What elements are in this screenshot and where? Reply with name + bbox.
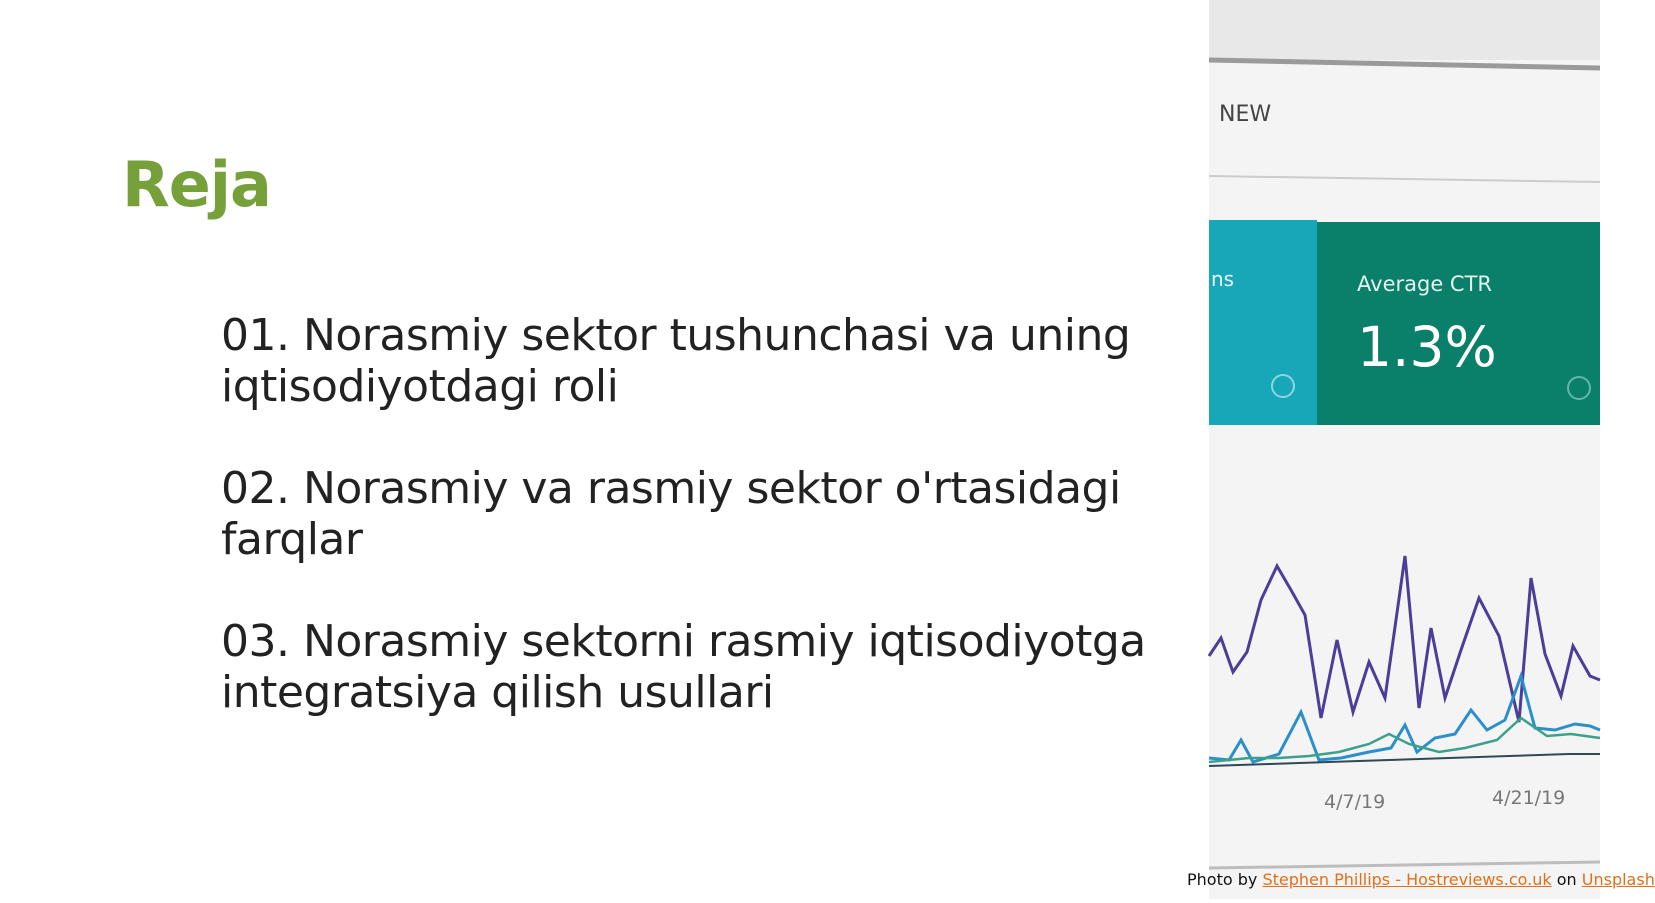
agenda-list: [221, 310, 1181, 769]
credit-mid: on: [1551, 870, 1582, 889]
credit-prefix: Photo by: [1187, 870, 1263, 889]
credit-author-link[interactable]: Stephen Phillips - Hostreviews.co.uk: [1262, 870, 1552, 889]
photo-date-1: 4/7/19: [1324, 791, 1386, 813]
photo-new-label: NEW: [1219, 102, 1272, 127]
credit-site-link[interactable]: Unsplash: [1581, 870, 1655, 889]
photo-metric-label: Average CTR: [1357, 272, 1492, 296]
photo-partial-label: ns: [1211, 267, 1235, 291]
agenda-item-3: 03. Norasmiy sektorni rasmiy iqtisodiyotga integratsiya qilish usullari: [221, 616, 1146, 718]
photo-metric-value: 1.3%: [1357, 315, 1497, 379]
agenda-item-1: 01. Norasmiy sektor tushunchasi va uning iqtisodiyotdagi roli: [221, 310, 1131, 412]
photo-date-2: 4/21/19: [1492, 787, 1566, 809]
photo-credit: [1187, 870, 1655, 889]
slide-title: Reja: [122, 148, 271, 221]
agenda-item-2: 02. Norasmiy va rasmiy sektor o'rtasidagi farqlar: [221, 463, 1121, 565]
photo-teal-tile: [1209, 220, 1317, 425]
analytics-photo: [1209, 0, 1600, 899]
